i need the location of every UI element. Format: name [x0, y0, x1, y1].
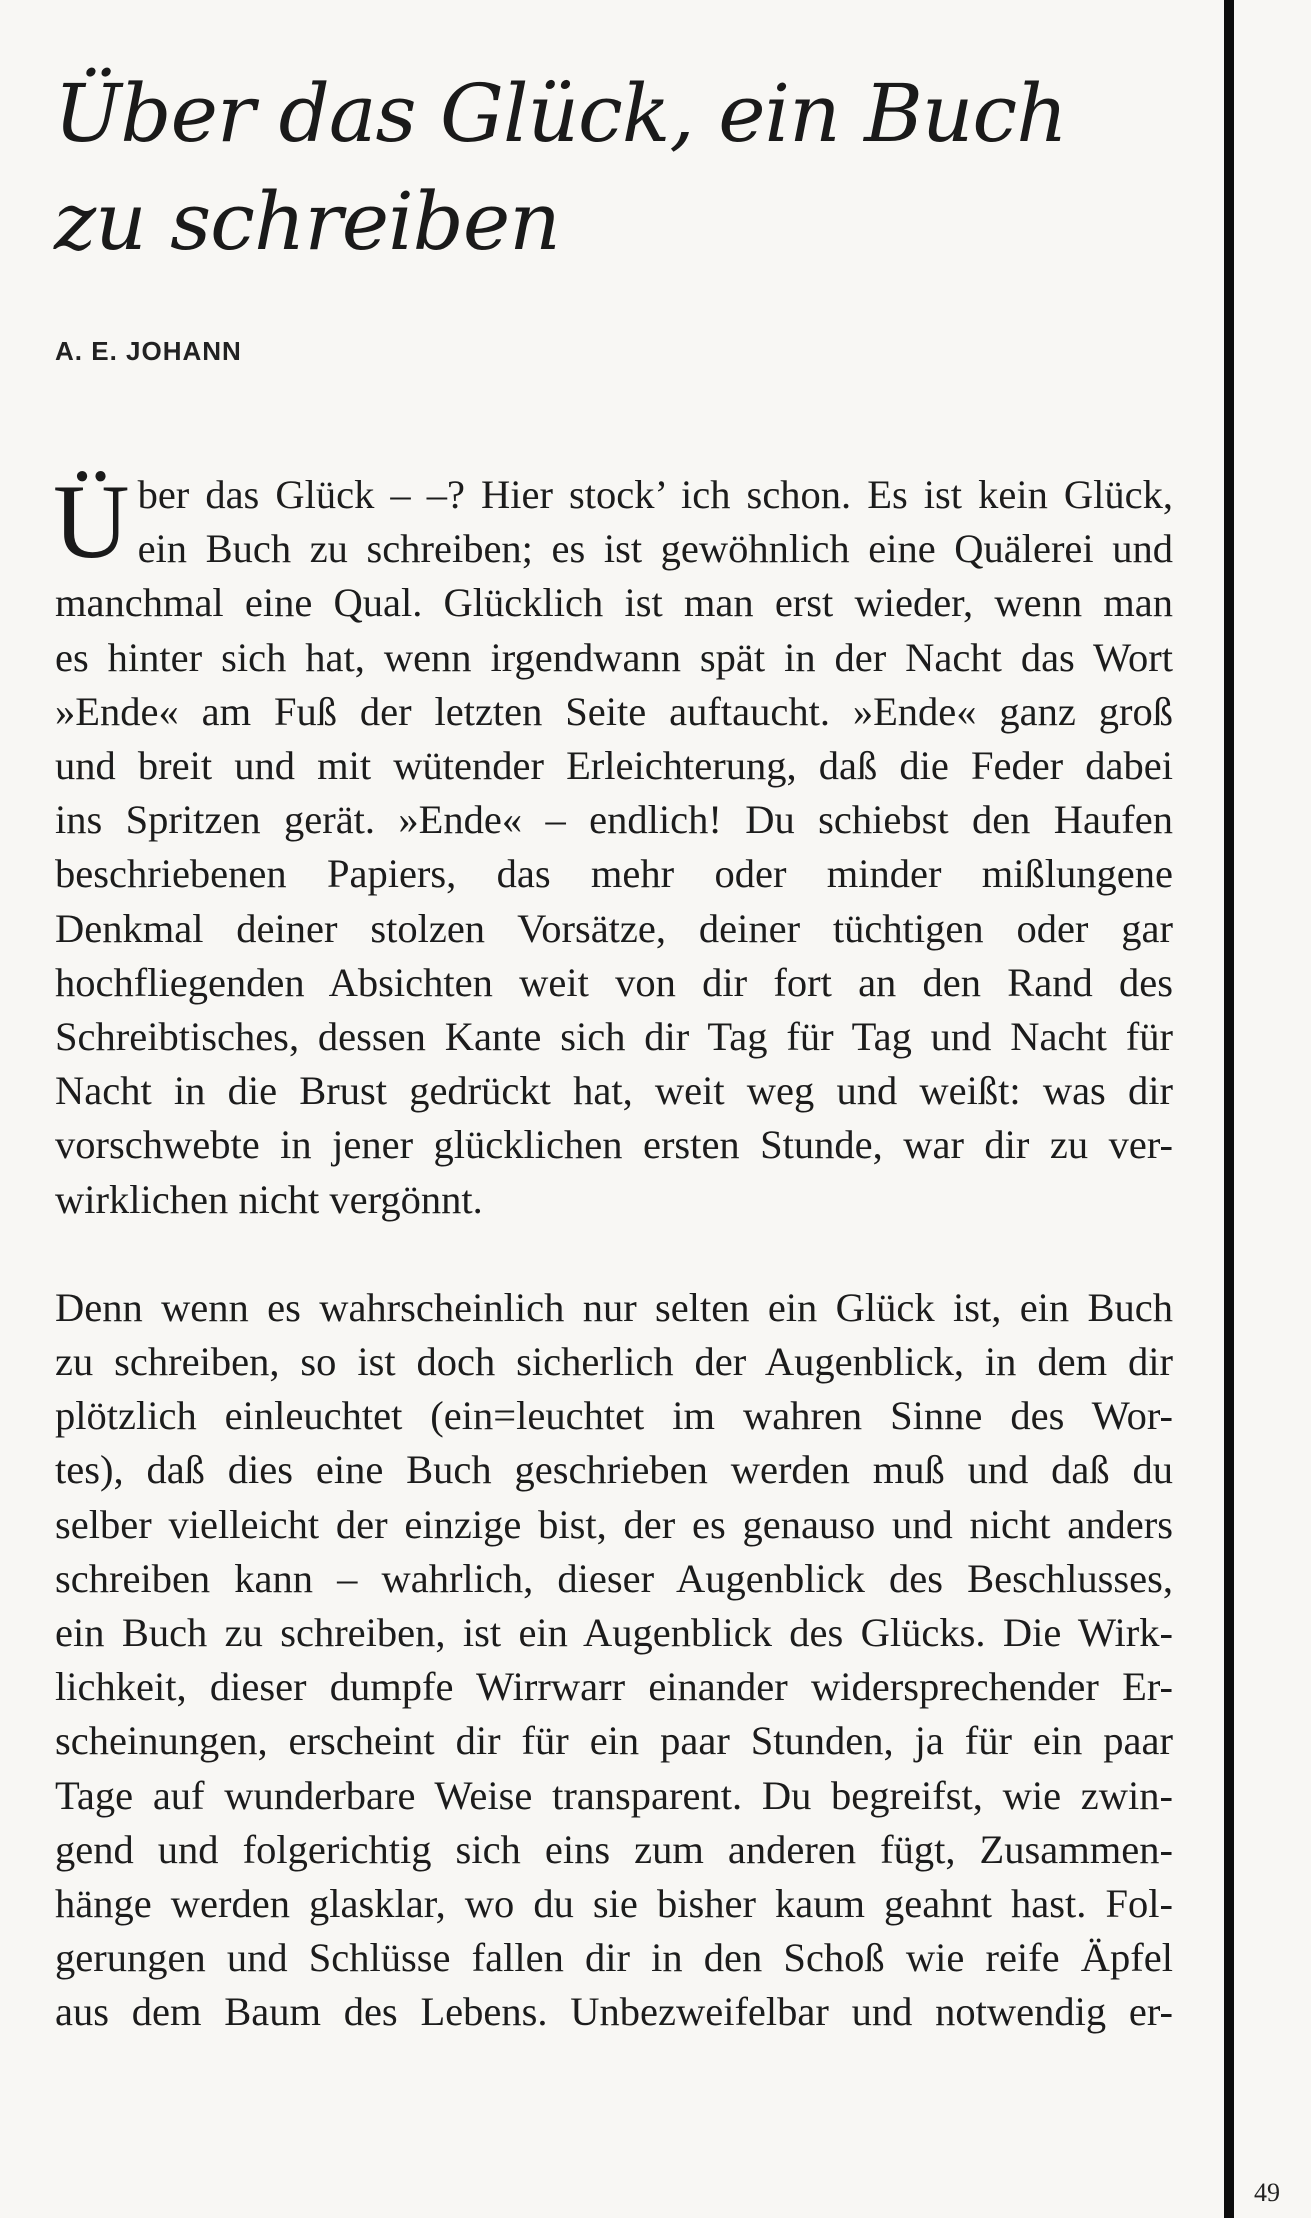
article-body — [53, 463, 1173, 2040]
text-line: es hinter sich hat, wenn irgendwann spät in der Nacht das Wort — [55, 634, 1173, 680]
text-line: vorschwebte in jener glücklichen ersten Stunde, war dir zu ver- — [55, 1122, 1173, 1168]
title-line-2: zu schreiben — [54, 175, 560, 268]
text-line: tes), daß dies eine Buch geschrieben werden muß und daß du — [55, 1447, 1173, 1493]
text-line: gend und folgerichtig sich eins zum anderen fügt, Zusammen- — [55, 1826, 1173, 1872]
text-line: ins Spritzen gerät. »Ende« – endlich! Du schiebst den Haufen — [55, 797, 1173, 843]
text-line: und breit und mit wütender Erleichterung, daß die Feder dabei — [55, 743, 1173, 789]
text-line: manchmal eine Qual. Glücklich ist man erst wieder, wenn man — [55, 580, 1173, 626]
title-line-1: Über das Glück, ein Buch — [54, 67, 1067, 160]
text-line: schreiben kann – wahrlich, dieser Augenblick des Beschlusses, — [55, 1555, 1173, 1601]
paragraph-1 — [53, 463, 1173, 1227]
text-line: Schreibtisches, dessen Kante sich dir Tag für Tag und Nacht für — [55, 1014, 1173, 1060]
text-line: Tage auf wunderbare Weise transparent. Du begreifst, wie zwin- — [55, 1772, 1173, 1818]
text-line: hochfliegenden Absichten weit von dir fort an den Rand des — [55, 959, 1173, 1005]
margin-rule — [1224, 0, 1234, 2218]
text-line: selber vielleicht der einzige bist, der es genauso und nicht anders — [55, 1501, 1173, 1547]
text-line: zu schreiben, so ist doch sicherlich der Augenblick, in dem dir — [55, 1339, 1173, 1385]
article-title — [54, 60, 1154, 276]
text-line: aus dem Baum des Lebens. Unbezweifelbar und notwendig er- — [55, 1989, 1173, 2035]
drop-cap: Ü — [53, 463, 130, 580]
text-line: Denkmal deiner stolzen Vorsätze, deiner tüchtigen oder gar — [55, 905, 1173, 951]
text-line: lichkeit, dieser dumpfe Wirrwarr einander widersprechender Er- — [55, 1664, 1173, 1710]
text-line: Denn wenn es wahrscheinlich nur selten ein Glück ist, ein Buch — [55, 1284, 1173, 1330]
paragraph-2 — [55, 1281, 1173, 2040]
text-line: hänge werden glasklar, wo du sie bisher kaum geahnt hast. Fol- — [55, 1881, 1173, 1927]
text-line: scheinungen, erscheint dir für ein paar Stunden, ja für ein paar — [55, 1718, 1173, 1764]
text-line: wirklichen nicht vergönnt. — [55, 1176, 483, 1222]
text-line: beschriebenen Papiers, das mehr oder minder mißlungene — [55, 851, 1173, 897]
author-byline: A. E. JOHANN — [55, 336, 242, 366]
text-line: Nacht in die Brust gedrückt hat, weit weg und weißt: was dir — [55, 1068, 1173, 1114]
text-line: »Ende« am Fuß der letzten Seite auftaucht. »Ende« ganz groß — [55, 688, 1173, 734]
text-line: ein Buch zu schreiben; es ist gewöhnlich eine Quälerei und — [137, 526, 1173, 572]
text-line: plötzlich einleuchtet (ein=leuchtet im wahren Sinne des Wor- — [55, 1393, 1173, 1439]
text-line: ein Buch zu schreiben, ist ein Augenblick des Glücks. Die Wirk- — [55, 1610, 1173, 1656]
text-line: gerungen und Schlüsse fallen dir in den Schoß wie reife Äpfel — [55, 1935, 1173, 1981]
text-line: ber das Glück – –? Hier stock’ ich schon. Es ist kein Glück, — [137, 472, 1173, 517]
page-number: 49 — [1254, 2178, 1280, 2207]
